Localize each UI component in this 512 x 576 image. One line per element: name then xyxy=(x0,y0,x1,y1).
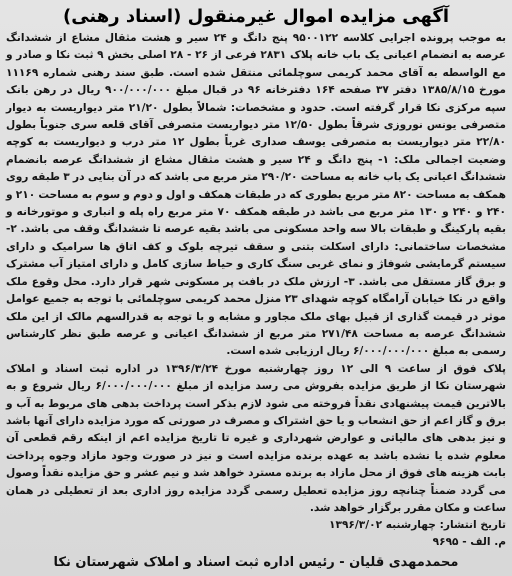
reference-number: م. الف - ۹۶۹۵ xyxy=(432,536,506,549)
notice-paragraph-property: به موجب پرونده اجرایی کلاسه ۹۵۰۰۱۲۲ پنج دانگ و ۲۴ سیر و هشت مثقال مشاع از ششدانگ عرصه به انضمام اعیانی یک باب خانه پلاک ۲۸۳۱ فرعی از ۲۶ - ۲۸ اصلی بخش ۹ ثبت نکا و صادر و مع الواسطه به آقای محمد کریمی سوچلمائی منتقل شده است. طبق سند رهنی شماره ۱۱۱۶۹ مورخ ۱۳۸۵/۸/۱۵ دفتر ۳۷ صفحه ۱۶۴ دفترخانه ۹۶ در قبال مبلغ ۹۰۰/۰۰۰/۰۰۰ ریال در رهن بانک سپه مرکزی نکا قرار گرفته است. حدود و مشخصات: شمالاً بطول ۲۱/۲۰ متر دیواریست به دیوار متصرفی یونس نوروزی شرقاً بطول ۱۲/۵۰ متر دیواریست متصرفی آقای قلعه سری جنوباً بطول ۲۲/۸۰ متر دیواریست به متصرفی یوسف صداری غرباً بطول ۱۲ متر درب و دیواریست به کوچه وضعیت اجمالی ملک: ۱- پنج دانگ و ۲۴ سیر و هشت مثقال مشاع از ششدانگ عرصه بانضمام ششدانگ اعیانی یک باب خانه به مساحت ۲۹۰/۲۰ متر مربع می باشد که در آن بنایی در ۳ طبقه روی همکف به مساحت ۸۲۰ متر مربع بطوری که در طبقات همکف و اول و دوم و سوم به مساحت ۲۱۰ و ۲۴۰ و ۲۴۰ و ۱۳۰ متر مربع می باشد در طبقه همکف ۷۰ متر مربع راه پله و انباری و موتورخانه و بقیه پارکینگ و طبقات بالا سه واحد مسکونی می باشد بقیه عرصه تا ششدانگ وقف می باشد. ۲- مشخصات ساختمانی: دارای اسکلت بتنی و سقف تیرچه بلوک و کف اتاق ها سرامیک و دارای سیستم گرمایشی شوفاژ و نمای غربی سنگ کاری و حیاط سازی کامل و دارای امتیاز آب مشترک و برق گاز مستقل می باشد. ۳- ارزش ملک در بافت پر مسکونی شهر قرار دارد. محل وقوع ملک واقع در نکا خیابان آرامگاه کوچه شهدای ۲۳ منزل محمد کریمی سوچلمائی با توجه به جمیع عوامل موثر در قیمت گذاری از قبیل بهای ملک مجاور و مشابه و با توجه به قدرالسهم مالک از این ملک ششدانگ عرصه به مساحت ۲۷۱/۴۸ متر مربع از ششدانگ اعیانی و عرصه طبق نظر کارشناس رسمی به مبلغ ۶/۰۰۰/۰۰۰/۰۰۰ ریال ارزیابی شده است. xyxy=(6,32,507,358)
publish-date: تاریخ انتشار: چهارشنبه ۱۳۹۶/۳/۰۲ xyxy=(329,519,506,532)
notice-paragraph-auction-terms: پلاک فوق از ساعت ۹ الی ۱۲ روز چهارشنبه مورخ ۱۳۹۶/۳/۲۴ در اداره ثبت اسناد و املاک شهرستان نکا از طریق مزایده بفروش می رسد مزایده از مبلغ ۶/۰۰۰/۰۰۰/۰۰۰ ریال شروع و به بالاترین قیمت پیشنهادی نقداً فروخته می شود لازم بذکر است پرداخت بدهی های مربوط به آب و برق و گاز اعم از حق انشعاب و یا حق اشتراک و مصرف در صورتی که مورد مزایده دارای آنها باشد و نیز بدهی های مالیاتی و عوارض شهرداری و غیره تا تاریخ مزایده اعم از اینکه رقم قطعی آن معلوم شده یا نشده باشد به عهده برنده مزایده است و نیز در صورت وجود مازاد وجوه پرداخت بابت هزینه های فوق از محل مازاد به برنده مسترد خواهد شد و نیم عشر و حق مزایده نقداً وصول می گردد ضمناً چنانچه روز مزایده تعطیل رسمی گردد مزایده روز اداری بعد از تعطیلی در همان ساعت و مکان مقرر برگزار خواهد شد. xyxy=(6,362,507,514)
notice-title: آگهی مزایده اموال غیرمنقول (اسناد رهنی) xyxy=(62,6,449,27)
signature-line: محمدمهدی قلیان - رئیس اداره ثبت اسناد و املاک شهرستان نکا xyxy=(53,555,459,570)
notice-body xyxy=(6,30,506,517)
